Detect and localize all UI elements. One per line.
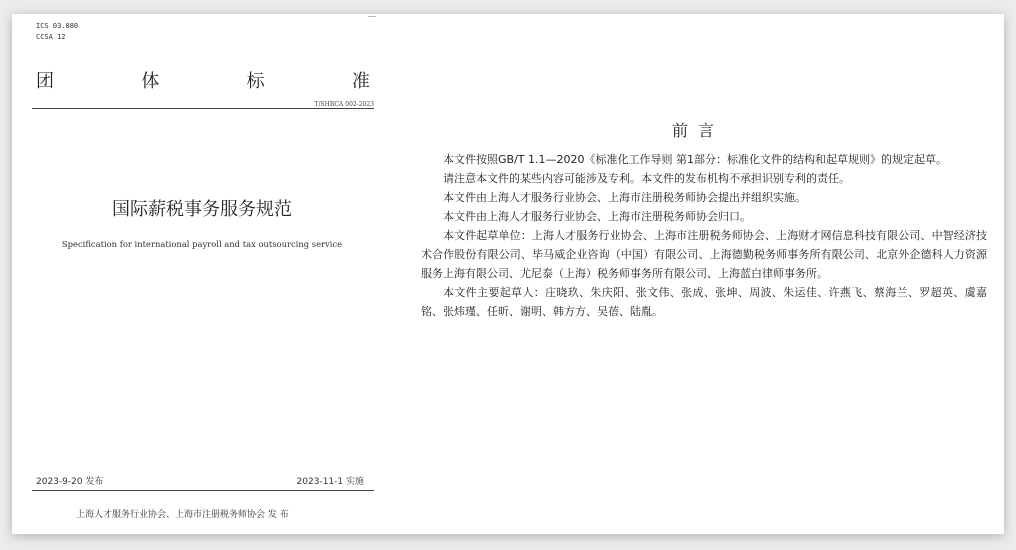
standard-type-char: 团 xyxy=(36,71,54,92)
foreword-paragraph: 本文件由上海人才服务行业协会、上海市注册税务师协会提出并组织实施。 xyxy=(443,191,806,204)
standard-type-char: 标 xyxy=(246,71,265,92)
ics-code: ICS 03.080 xyxy=(36,22,79,30)
document-title-en: Specification for international payroll and tax outsourcing service xyxy=(61,239,343,249)
cover-page xyxy=(12,14,392,534)
foreword-page xyxy=(392,14,1004,534)
publish-date: 2023-9-20 发布 xyxy=(36,477,104,487)
foreword-paragraph: 本文件由上海人才服务行业协会、上海市注册税务师协会归口。 xyxy=(443,210,751,223)
foreword-body xyxy=(421,150,987,321)
publisher-line: 上海人才服务行业协会、上海市注册税务师协会 发 布 xyxy=(76,510,289,520)
document-spread xyxy=(12,14,1004,534)
crop-mark xyxy=(368,16,376,17)
classification-codes xyxy=(36,21,78,43)
standard-type-char: 准 xyxy=(351,71,370,92)
top-divider xyxy=(32,108,374,109)
standard-type-heading xyxy=(36,67,370,93)
standard-number: T/SHRCA 002-2023 xyxy=(314,101,374,108)
ccsa-code: CCSA 12 xyxy=(36,33,66,41)
foreword-paragraph: 本文件主要起草人：庄晓玖、朱庆阳、张文伟、张成、张坤、周波、朱运佳、许燕飞、蔡海兰、罗超英、虞嘉铭、张炜瑾、任昕、谢明、韩方方、吴蓓、陆胤。 xyxy=(421,286,987,318)
foreword-paragraph: 本文件起草单位：上海人才服务行业协会、上海市注册税务师协会、上海财才网信息科技有限公司、中智经济技术合作股份有限公司、毕马威企业咨询（中国）有限公司、上海德勤税务师事务所有限公司、北京外企德科人力资源服务上海有限公司、尤尼泰（上海）税务师事务所有限公司、上海蓝白律师事务所。 xyxy=(421,229,987,280)
standard-type-char: 体 xyxy=(141,71,160,92)
document-title-cn: 国际薪税事务服务规范 xyxy=(112,199,292,220)
foreword-paragraph: 本文件按照GB/T 1.1—2020《标准化工作导则 第1部分：标准化文件的结构和起草规则》的规定起草。 xyxy=(443,153,947,166)
bottom-divider xyxy=(32,490,374,491)
foreword-title: 前言 xyxy=(671,121,724,140)
foreword-paragraph: 请注意本文件的某些内容可能涉及专利。本文件的发布机构不承担识别专利的责任。 xyxy=(443,172,850,185)
implement-date: 2023-11-1 实施 xyxy=(296,477,364,487)
